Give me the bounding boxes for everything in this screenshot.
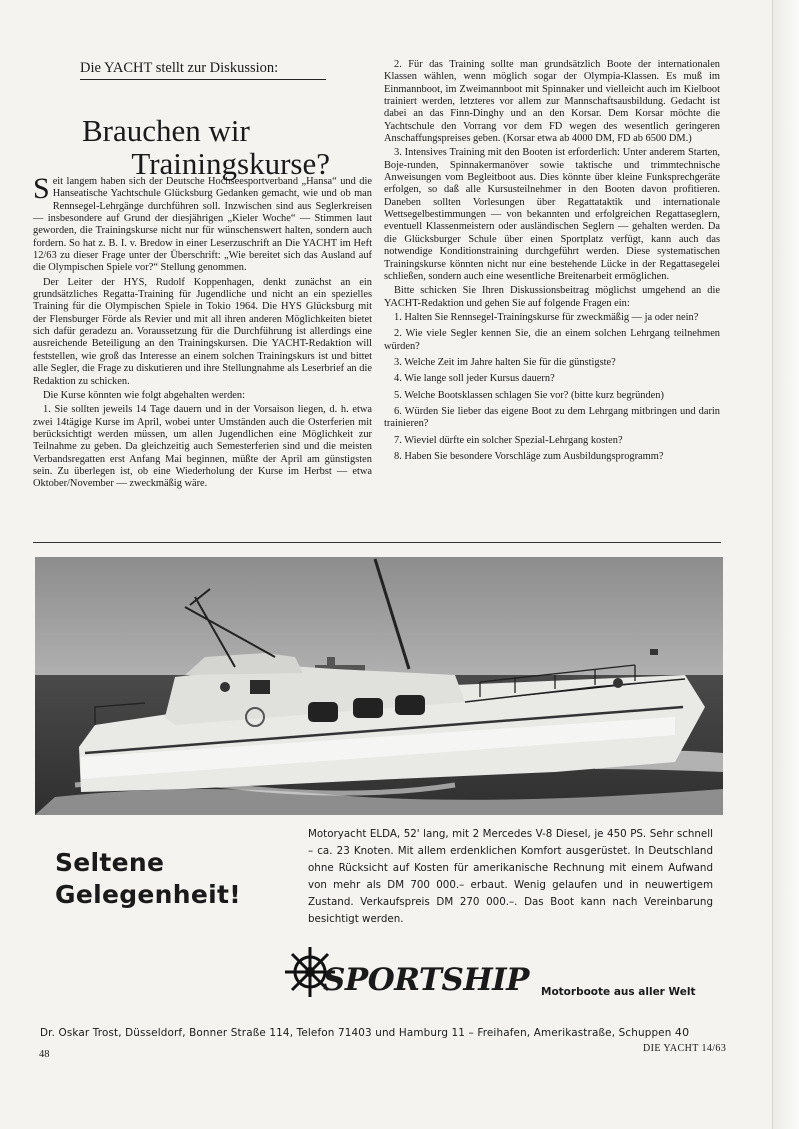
motor-yacht-photo — [35, 557, 723, 815]
ad-headline — [55, 847, 241, 911]
page-edge — [772, 0, 799, 1129]
paragraph — [33, 172, 372, 275]
paragraph: Bitte schicken Sie Ihren Diskussionsbeitrag möglichst umgehend an die YACHT-Redaktion und gehen Sie auf folgende Fragen ein: — [384, 285, 720, 309]
question-item: 7. Wieviel dürfte ein solcher Spezial-Lehrgang kosten? — [394, 434, 623, 446]
question-item: 1. Halten Sie Rennsegel-Trainingskurse für zweckmäßig — ja oder nein? — [394, 311, 699, 323]
question-item: 6. Würden Sie lieber das eigene Boot zu dem Lehrgang mitbringen und darin trainieren? — [384, 405, 720, 430]
divider-rule — [33, 542, 721, 543]
address-number: 40 — [674, 1026, 690, 1039]
yacht-advertisement — [33, 822, 723, 1032]
paragraph: Die Kurse könnten wie folgt abgehalten werden: — [43, 389, 245, 401]
paragraph: Der Leiter der HYS, Rudolf Koppenhagen, denkt zunächst an ein grundsätzliches Regatta-Training für Jugendliche und nicht an ein spezielles Training für die Olympischen Spiele in Tokio 1964. Die HYS Glücksburg mit der Flensburger Förde als Revier und mit all ihren anderen Möglichkeiten bietet sich dafür geradezu an. Voraussetzung für die Durchführung ist allerdings eine ausreichende Beteiligung an den Trainingskursen. Die YACHT-Redaktion will feststellen, wie groß das Interesse an einem solchen Trainingskurs ist und bittet alle Segler, die Frage zu diskutieren und ihre Stellungnahme als Leserbrief an die Redaktion zu schicken. — [33, 276, 372, 387]
ad-description: Motoryacht ELDA, 52' lang, mit 2 Mercedes V-8 Diesel, je 450 PS. Sehr schnell – ca. 23 Knoten. Mit allem erdenklichen Komfort ausgerüstet. In Deutschland ohne Rücksicht auf Kosten für amerikanische Rechnung mit einem Aufwand von mehr als DM 700 000.– erbaut. Wenig gelaufen und in neuwertigem Zustand. Verkaufspreis DM 270 000.–. Das Boot kann nach Vereinbarung besichtigt werden. — [308, 828, 713, 925]
paragraph: 2. Für das Training sollte man grundsätzlich Boote der internationalen Klassen wählen, wenn möglich sogar der Olympia-Klassen. Es muß im Einmannboot, im Zweimannboot mit Spinnaker und vielleicht auch im Kielboot trainiert werden, letzteres vor allem zur Mannschaftsausbildung. Gedacht ist dabei an das Finn-Dinghy und an den Korsar. Dem Korsar möchte die Yachtschule den Vorrang vor dem FD wegen des wesentlich geringeren Anschaffungspreises geben. (Korsar etwa ab 4000 DM, FD ab 6500 DM.) — [384, 59, 720, 145]
headline-line-1: Brauchen wir — [82, 112, 250, 148]
dealer-address — [40, 1026, 726, 1039]
question-item: 5. Welche Bootsklassen schlagen Sie vor? (bitte kurz begründen) — [394, 389, 664, 401]
issue-label: DIE YACHT 14/63 — [643, 1043, 727, 1054]
ad-headline-line-1: Seltene — [55, 848, 165, 877]
paragraph-text: eit langem haben sich der Deutsche Hochseesportverband „Hansa“ und die Hanseatische Yachtschule Glücksburg Gedanken gemacht, wie und ob man Rennsegel-Lehrgänge durchführen soll. Inzwischen sind aus Seglerkreisen — insbesondere auf Grund der diesjährigen „Kieler Woche“ — Stimmen laut geworden, die Trainingskurse nicht nur für wünschenswert halten, sondern auch fordern. So hat z. B. I. v. Bredow in einer Leserzuschrift an Die YACHT im Heft 12/63 zu dieser Frage unter der Überschrift: „Wie bereitet sich das Ausland auf die Olympischen Spiele vor?“ Stellung genommen. — [33, 176, 372, 274]
question-item: 8. Haben Sie besondere Vorschläge zum Ausbildungsprogramm? — [394, 450, 664, 462]
article-column-2 — [384, 59, 720, 467]
paragraph: 3. Intensives Training mit den Booten ist erforderlich: Unter anderem Starten, Boje-runden, Spinnakermanöver sowie taktische und trimmtechnische Anweisungen vom Begleitboot aus. Dies könnte über kleine Funksprechgeräte erfolgen, so daß alle Kursusteilnehmer in den Booten davon profitieren. Daneben sollten Vorlesungen über Regattataktik und internationale Wettsegelbestimmungen — von bekannten und erfolgreichen Regattaseglern, eventuell Klassenmeistern oder ausländischen Seglern — gehalten werden. Da die Glücksburger Schule über einen Sportplatz verfügt, kann auch das notwendige Konditionstraining durchgeführt werden. Diese systematischen Trainingskurse könnten nicht nur eine bestehende Lücke in der Regattasegelei schließen, sondern auch eine wesentliche Breitenarbeit ermöglichen. — [384, 147, 720, 282]
question-item: 4. Wie lange soll jeder Kursus dauern? — [394, 373, 555, 385]
page-number: 48 — [39, 1049, 50, 1060]
article-column-1 — [33, 172, 372, 493]
logo-wordmark: SPORTSHIP — [323, 962, 529, 998]
kicker: Die YACHT stellt zur Diskussion: — [80, 60, 326, 80]
address-text: Dr. Oskar Trost, Düsseldorf, Bonner Straße 114, Telefon 71403 und Hamburg 11 – Freihafen, Amerikastraße, Schuppen — [40, 1027, 672, 1039]
ad-headline-line-2: Gelegenheit! — [55, 880, 241, 909]
question-item: 3. Welche Zeit im Jahre halten Sie für die günstigste? — [394, 356, 616, 368]
article-headline — [82, 114, 330, 180]
ad-tagline: Motorboote aus aller Welt — [541, 986, 696, 998]
sportship-logo — [278, 942, 528, 1022]
drop-cap: S — [33, 172, 50, 205]
yacht-illustration — [35, 557, 723, 815]
headline-line-2: Trainingskurse? — [131, 145, 330, 181]
paragraph: 1. Sie sollten jeweils 14 Tage dauern und in der Vorsaison liegen, d. h. etwa zwei 14tägige Kurse im April, wobei unter Umständen auch die Osterferien mit berücksichtigt werden müssen, um allen Jugendlichen eine Möglichkeit zur Teilnahme zu geben. Da gleichzeitig auch Semesterferien sind und die meisten Verbandsregatten erst Anfang Mai beginnen, müßte der April am günstigsten sein. Zu überlegen ist, ob eine Wiederholung der Kurse im Herbst — etwa Oktober/November — zweckmäßig wäre. — [33, 404, 372, 490]
question-item: 2. Wie viele Segler kennen Sie, die an einem solchen Lehrgang teilnehmen würden? — [384, 328, 720, 352]
